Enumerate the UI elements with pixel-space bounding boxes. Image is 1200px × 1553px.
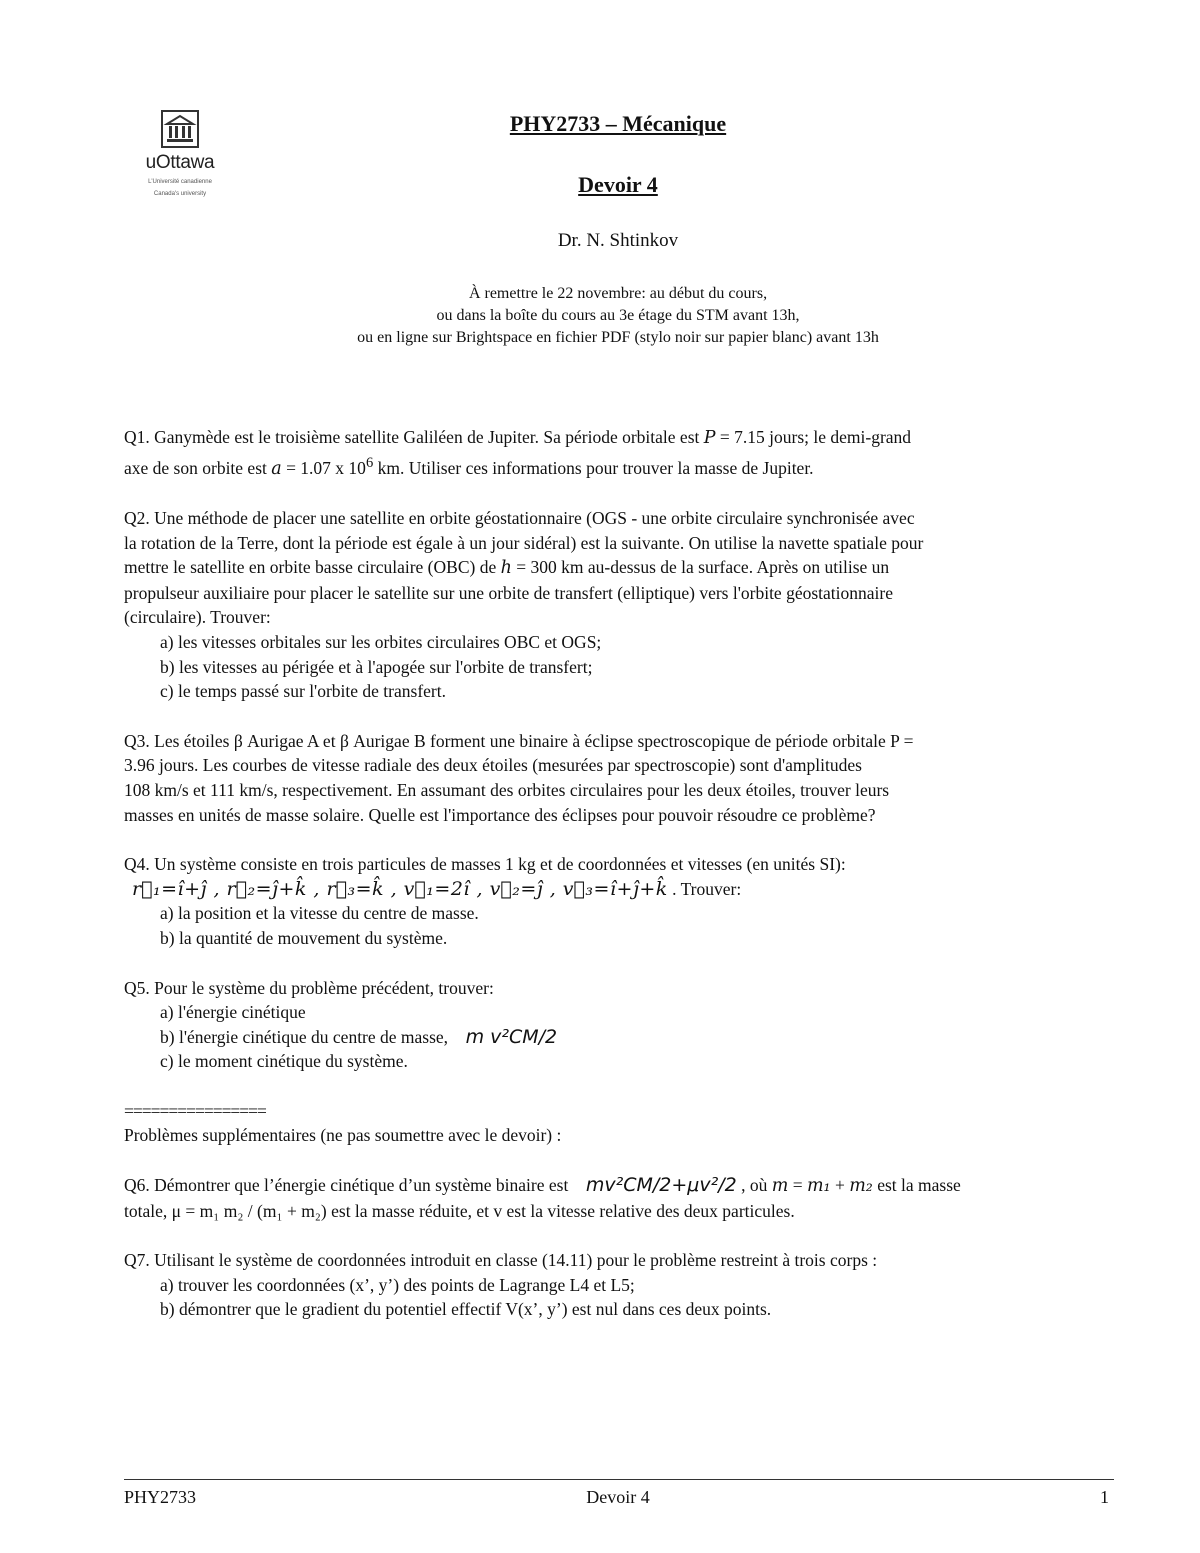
q5-part-c: c) le moment cinétique du système. — [160, 1051, 408, 1072]
question-4 — [124, 852, 1114, 950]
q2-line: mettre le satellite en orbite basse circulaire (OBC) de — [124, 557, 501, 578]
q5-part-a: a) l'énergie cinétique — [160, 1002, 306, 1023]
q1-text: km. Utiliser ces informations pour trouver la masse de Jupiter. — [373, 457, 814, 478]
question-3 — [124, 729, 1114, 827]
q1-text: = 1.07 x 10 — [281, 457, 366, 478]
separator-line: ================ — [124, 1100, 266, 1121]
q7-part-a: a) trouver les coordonnées (x’, y’) des points de Lagrange L4 et L5; — [160, 1274, 635, 1295]
q7-part-b: b) démontrer que le gradient du potentiel effectif V(x’, y’) est nul dans ces deux points. — [160, 1299, 772, 1320]
q4-part-b: b) la quantité de mouvement du système. — [160, 927, 448, 948]
q6-line: est la masse — [872, 1175, 961, 1196]
q2-line: propulseur auxiliaire pour placer le satellite sur une orbite de transfert (elliptique) vers l'orbite géostationnaire — [124, 582, 893, 603]
question-2 — [124, 506, 1114, 704]
q3-line: Q3. Les étoiles β Aurigae A et β Aurigae B forment une binaire à éclipse spectroscopique de période orbitale P = — [124, 730, 914, 751]
q6-line: = — [788, 1175, 807, 1196]
q3-line: 3.96 jours. Les courbes de vitesse radiale des deux étoiles (mesurées par spectroscopie) sont d'amplitudes — [124, 755, 862, 776]
q2-line: la rotation de la Terre, dont la période est égale à un jour sidéral) est la suivante. On utilise la navette spatiale pour — [124, 532, 924, 553]
kinetic-energy-cm-formula: m v²CM/2 — [465, 1025, 558, 1048]
question-5 — [124, 976, 1114, 1074]
question-1 — [124, 425, 1114, 481]
footer-title: Devoir 4 — [586, 1487, 650, 1507]
q4-line: Q4. Un système consiste en trois particules de masses 1 kg et de coordonnées et vitesses (en unités SI): — [124, 854, 846, 875]
logo-tagline-1: L'Université canadienne — [148, 179, 212, 185]
mass-symbol: m — [771, 1176, 789, 1197]
q2-part-b: b) les vitesses au périgée et à l'apogée sur l'orbite de transfert; — [160, 656, 593, 677]
q2-line: Q2. Une méthode de placer une satellite en orbite géostationnaire (OGS - une orbite circulaire synchronisée avec — [124, 508, 915, 529]
logo-name: uOttawa — [145, 152, 215, 173]
q4-part-a: a) la position et la vitesse du centre de masse. — [160, 903, 479, 924]
period-symbol: P — [703, 428, 716, 448]
footer-divider — [124, 1479, 1114, 1480]
due-line: À remettre le 22 novembre: au début du cours, — [468, 285, 768, 302]
footer-course: PHY2733 — [124, 1487, 197, 1507]
questions — [124, 425, 1114, 1347]
course-title: PHY2733 – Mécanique — [509, 111, 727, 136]
q1-text: = 7.15 jours; le demi-grand — [715, 427, 912, 447]
question-7 — [124, 1248, 1114, 1322]
q2-part-c: c) le temps passé sur l'orbite de transfert. — [160, 681, 446, 702]
due-line: ou dans la boîte du cours au 3e étage du STM avant 13h, — [436, 307, 800, 324]
binary-kinetic-energy-formula: mv²CM/2+μv²/2 — [585, 1174, 737, 1197]
q5-part-b: b) l'énergie cinétique du centre de masse, — [160, 1026, 449, 1047]
q2-line: (circulaire). Trouver: — [124, 607, 271, 628]
page-number: 1 — [1100, 1487, 1109, 1507]
supplementary-heading: Problèmes supplémentaires (ne pas soumettre avec le devoir) : — [124, 1125, 562, 1146]
assignment-title: Devoir 4 — [578, 172, 658, 197]
q6-line: totale, μ = m₁ m₂ / (m₁ + m₂) est la masse réduite, et v est la vitesse relative des deux particules. — [124, 1200, 795, 1221]
q1-text: Q1. Ganymède est le troisième satellite Galiléen de Jupiter. Sa période orbitale est — [124, 427, 704, 447]
author: Dr. N. Shtinkov — [557, 230, 679, 251]
due-line: ou en ligne sur Brightspace en fichier PDF (stylo noir sur papier blanc) avant 13h — [357, 329, 879, 346]
vector-equations: r⃗₁=î+ĵ , r⃗₂=ĵ+k̂ , r⃗₃=k̂ , v⃗₁=2î , v⃗₂=ĵ , v⃗₃=î+ĵ+k̂ — [132, 877, 668, 900]
q1-text: axe de son orbite est — [124, 457, 272, 478]
q7-line: Q7. Utilisant le système de coordonnées introduit en classe (14.11) pour le problème restreint à trois corps : — [124, 1250, 878, 1271]
q6-line: + — [830, 1175, 850, 1196]
q3-line: masses en unités de masse solaire. Quelle est l'importance des éclipses pour pouvoir résoudre ce problème? — [124, 804, 876, 825]
height-symbol: h — [500, 558, 512, 579]
mass-1-symbol: m₁ — [806, 1176, 831, 1197]
q4-line: . Trouver: — [667, 878, 742, 899]
q2-part-a: a) les vitesses orbitales sur les orbites circulaires OBC et OGS; — [160, 631, 602, 652]
q3-line: 108 km/s et 111 km/s, respectivement. En assumant des orbites circulaires pour les deux étoiles, trouver leurs — [124, 779, 890, 800]
q6-line: , où — [736, 1175, 772, 1196]
due-instructions — [0, 283, 1200, 349]
semi-major-axis-symbol: a — [271, 458, 282, 479]
logo-tagline-2: Canada's university — [153, 191, 207, 197]
mass-2-symbol: m₂ — [849, 1176, 873, 1197]
q6-line: Q6. Démontrer que l’énergie cinétique d’un système binaire est — [124, 1175, 569, 1196]
q5-line: Q5. Pour le système du problème précédent, trouver: — [124, 977, 494, 998]
supplementary-section — [124, 1099, 1114, 1148]
q2-line: = 300 km au-dessus de la surface. Après on utilise un — [511, 557, 890, 578]
question-6 — [124, 1173, 1114, 1223]
exponent: 6 — [365, 454, 374, 471]
